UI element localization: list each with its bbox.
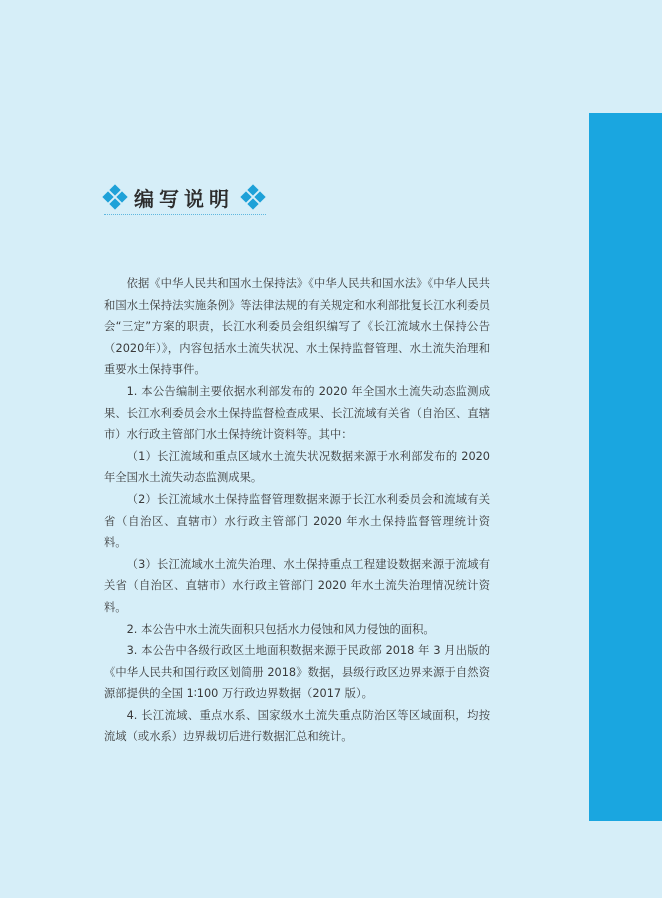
paragraph-subitem-2: （2）长江流域水土保持监督管理数据来源于长江水利委员会和流域有关省（自治区、直辖市）水行政主管部门 2020 年水土保持监督管理统计资料。: [104, 492, 490, 550]
diamond-ornament-left-icon: [104, 186, 126, 208]
section-heading: [104, 182, 266, 215]
paragraph-intro: 依据《中华人民共和国水土保持法》《中华人民共和国水法》《中华人民共和国水土保持法实施条例》等法律法规的有关规定和水利部批复长江水利委员会“三定”方案的职责，长江水利委员会组织编写了《长江流域水土保持公告（2020年）》，内容包括水土流失状况、水土保持监督管理、水土流失治理和重要水土保持事件。: [104, 277, 490, 377]
body-text: [104, 273, 490, 748]
paragraph-subitem-3: （3）长江流域水土流失治理、水土保持重点工程建设数据来源于流域有关省（自治区、直辖市）水行政主管部门 2020 年水土流失治理情况统计资料。: [104, 557, 490, 614]
paragraph-item-1: 1. 本公告编制主要依据水利部发布的 2020 年全国水土流失动态监测成果、长江水利委员会水土保持监督检查成果、长江流域有关省（自治区、直辖市）水行政主管部门水土保持统计资料等。其中：: [104, 384, 490, 442]
side-color-tab: [589, 113, 662, 821]
paragraph-item-2: 2. 本公告中水土流失面积只包括水力侵蚀和风力侵蚀的面积。: [126, 622, 435, 636]
heading-title: 编写说明: [134, 186, 234, 211]
paragraph-subitem-1: （1）长江流域和重点区域水土流失状况数据来源于水利部发布的 2020 年全国水土流失动态监测成果。: [104, 449, 490, 485]
diamond-ornament-right-icon: [242, 186, 264, 208]
paragraph-item-3: 3. 本公告中各级行政区土地面积数据来源于民政部 2018 年 3 月出版的《中华人民共和国行政区划简册 2018》数据，县级行政区边界来源于自然资源部提供的全国 1∶100 万行政边界数据（2017 版）。: [104, 644, 490, 701]
paragraph-item-4: 4. 长江流域、重点水系、国家级水土流失重点防治区等区域面积，均按流域（或水系）边界裁切后进行数据汇总和统计。: [104, 708, 490, 744]
